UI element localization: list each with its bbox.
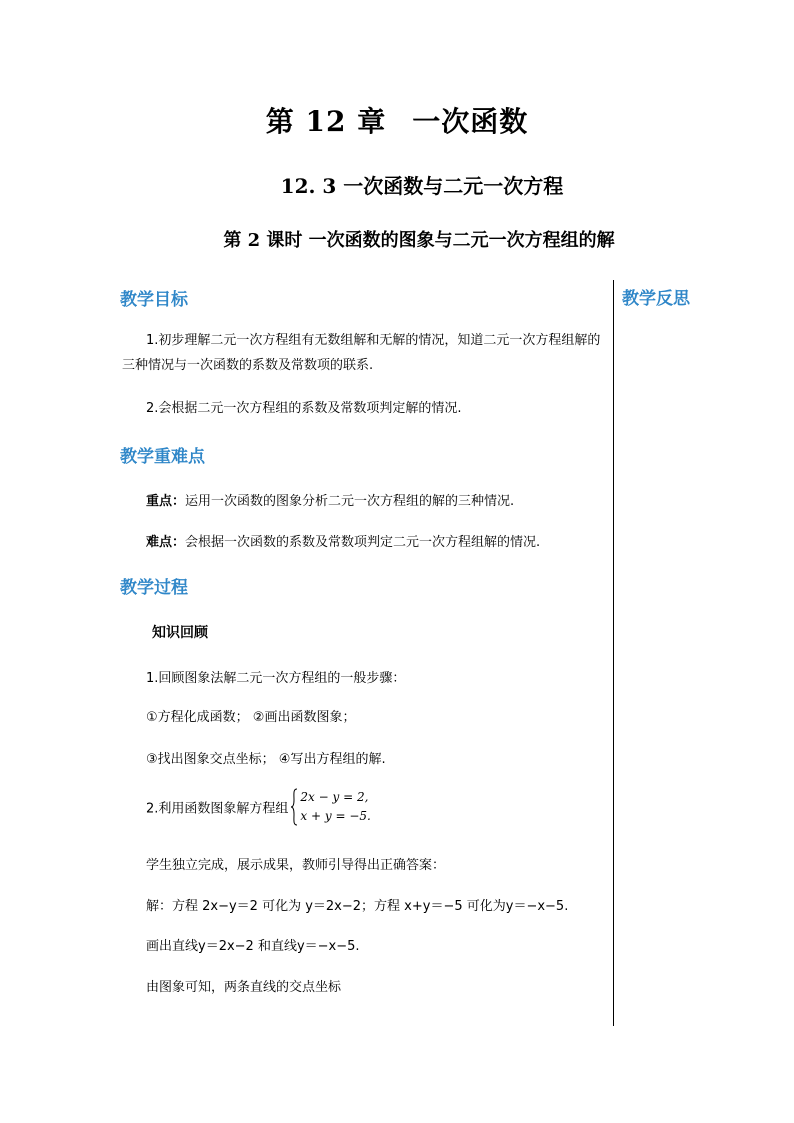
intersection-text: 由图象可知，两条直线的交点坐标 — [146, 980, 342, 995]
difficult-point-text: 会根据一次函数的系数及常数项判定二元一次方程组解的情况. — [185, 535, 541, 550]
draw-lines-text: 画出直线y＝2x−2 和直线y＝−x−5. — [146, 939, 360, 954]
key-point-label: 重点： — [146, 494, 186, 509]
solution-line: 解：方程 2x−y＝2 可化为 y＝2x−2；方程 x+y＝−5 可化为y＝−x−5. — [146, 899, 569, 914]
objectives-heading: 教学目标 — [120, 290, 188, 310]
review-step-1: 1.回顾图象法解二元一次方程组的一般步骤： — [146, 671, 406, 686]
reflection-heading: 教学反思 — [622, 289, 690, 309]
review-subheading: 知识回顾 — [152, 625, 208, 641]
student-work-text: 学生独立完成，展示成果，教师引导得出正确答案： — [146, 858, 446, 873]
review-step-1a: ①方程化成函数； ②画出函数图象； — [146, 710, 356, 725]
chapter-prefix: 第 12 章 — [265, 105, 387, 138]
equation-system — [290, 788, 370, 826]
chapter-title — [0, 100, 794, 140]
section-title: 12. 3 一次函数与二元一次方程 — [280, 174, 564, 198]
key-point-text: 运用一次函数的图象分析二元一次方程组的解的三种情况. — [185, 494, 515, 509]
key-point — [146, 490, 514, 509]
column-divider — [613, 280, 614, 1026]
review-step-2 — [146, 788, 371, 826]
process-heading: 教学过程 — [120, 578, 188, 598]
review-step-2-text: 2.利用函数图象解方程组 — [146, 801, 289, 817]
difficult-point — [146, 531, 540, 550]
objective-item-1: 1.初步理解二元一次方程组有无数组解和无解的情况，知道二元一次方程组解的三种情况与一次函数的系数及常数项的联系. — [122, 333, 601, 373]
chapter-name: 一次函数 — [412, 105, 529, 138]
difficult-point-label: 难点： — [146, 535, 186, 550]
equation-2: x + y = −5. — [300, 809, 371, 823]
equation-1: 2x − y = 2, — [300, 790, 369, 804]
keypoints-heading: 教学重难点 — [120, 447, 205, 467]
lesson-title: 第 2 课时 一次函数的图象与二元一次方程组的解 — [223, 230, 615, 251]
brace-icon — [290, 788, 298, 826]
objective-item-2: 2.会根据二元一次方程组的系数及常数项判定解的情况. — [146, 401, 462, 416]
review-step-1b: ③找出图象交点坐标； ④写出方程组的解. — [146, 752, 386, 767]
